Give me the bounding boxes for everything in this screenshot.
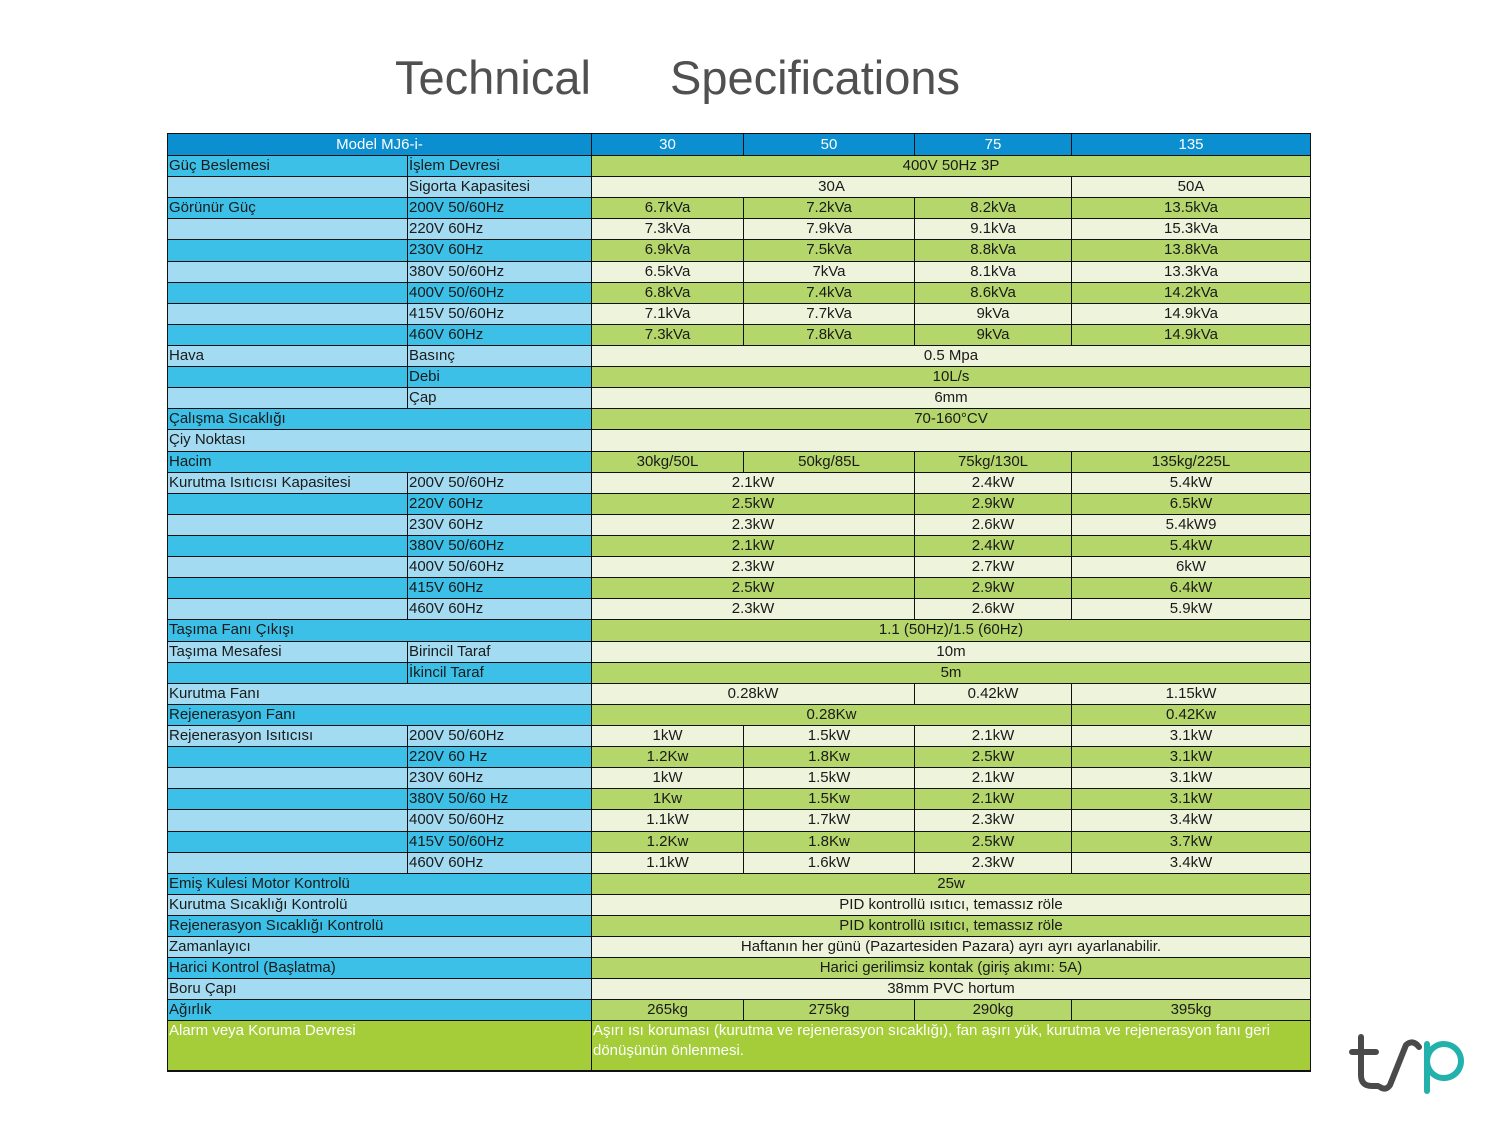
model-30-header: 30	[592, 134, 743, 155]
spec-value: 38mm PVC hortum	[592, 979, 1310, 999]
row-sublabel: 415V 60Hz	[408, 578, 591, 598]
spec-value: 1.8Kw	[744, 832, 914, 852]
row-label	[168, 304, 407, 324]
spec-value: 3.4kW	[1072, 853, 1310, 873]
row-sublabel: 200V 50/60Hz	[408, 198, 591, 218]
spec-value: 7.3kVa	[592, 325, 743, 345]
spec-value: 3.1kW	[1072, 789, 1310, 809]
spec-value: 9.1kVa	[915, 219, 1071, 239]
row-label	[168, 219, 407, 239]
row-label: Rejenerasyon Isıtıcısı	[168, 726, 407, 746]
alarm-row-label: Alarm veya Koruma Devresi	[168, 1021, 591, 1070]
spec-value: 2.5kW	[915, 832, 1071, 852]
spec-value: 50A	[1072, 177, 1310, 197]
row-label	[168, 663, 407, 683]
spec-value: 2.1kW	[915, 726, 1071, 746]
spec-value: 2.7kW	[915, 557, 1071, 577]
spec-table	[167, 133, 1311, 1072]
row-label: Rejenerasyon Sıcaklığı Kontrolü	[168, 916, 591, 936]
spec-value: 135kg/225L	[1072, 452, 1310, 472]
row-label: Rejenerasyon Fanı	[168, 705, 591, 725]
spec-value: 1.8Kw	[744, 747, 914, 767]
row-sublabel: 460V 60Hz	[408, 325, 591, 345]
spec-value: 2.3kW	[592, 599, 914, 619]
spec-value: 1.7kW	[744, 810, 914, 830]
row-sublabel: Basınç	[408, 346, 591, 366]
spec-value: 3.1kW	[1072, 768, 1310, 788]
spec-value: 1.5kW	[744, 726, 914, 746]
spec-value: 5.4kW	[1072, 536, 1310, 556]
row-sublabel: 415V 50/60Hz	[408, 304, 591, 324]
spec-value: 14.9kVa	[1072, 304, 1310, 324]
model-header: Model MJ6-i-	[168, 134, 591, 155]
spec-value: 2.1kW	[592, 536, 914, 556]
spec-value: 70-160°CV	[592, 409, 1310, 429]
row-label	[168, 515, 407, 535]
row-sublabel: 220V 60Hz	[408, 494, 591, 514]
spec-value: 9kVa	[915, 304, 1071, 324]
row-label: Taşıma Fanı Çıkışı	[168, 620, 591, 640]
spec-value: 1.2Kw	[592, 832, 743, 852]
spec-value: 0.28kW	[592, 684, 914, 704]
spec-value: 5.9kW	[1072, 599, 1310, 619]
spec-value: 2.3kW	[592, 557, 914, 577]
spec-value: 75kg/130L	[915, 452, 1071, 472]
spec-value: 5m	[592, 663, 1310, 683]
spec-value: 2.5kW	[592, 578, 914, 598]
spec-value: 8.6kVa	[915, 283, 1071, 303]
model-75-header: 75	[915, 134, 1071, 155]
row-label	[168, 536, 407, 556]
row-label: Kurutma Fanı	[168, 684, 591, 704]
spec-value: 2.4kW	[915, 473, 1071, 493]
title-word-technical: Technical	[395, 51, 591, 104]
spec-value: 0.42Kw	[1072, 705, 1310, 725]
spec-value: 3.1kW	[1072, 726, 1310, 746]
spec-value: 15.3kVa	[1072, 219, 1310, 239]
row-label: Ağırlık	[168, 1000, 591, 1020]
spec-value: 7.5kVa	[744, 240, 914, 260]
row-sublabel: 415V 50/60Hz	[408, 832, 591, 852]
spec-value: 8.8kVa	[915, 240, 1071, 260]
spec-value: 6.9kVa	[592, 240, 743, 260]
row-label	[168, 747, 407, 767]
row-label: Harici Kontrol (Başlatma)	[168, 958, 591, 978]
row-label: Boru Çapı	[168, 979, 591, 999]
row-sublabel: 400V 50/60Hz	[408, 810, 591, 830]
spec-value: 2.1kW	[915, 768, 1071, 788]
spec-value: 14.2kVa	[1072, 283, 1310, 303]
spec-value: 1.1 (50Hz)/1.5 (60Hz)	[592, 620, 1310, 640]
spec-value: 1kW	[592, 768, 743, 788]
spec-value: 1.6kW	[744, 853, 914, 873]
spec-value: 6.4kW	[1072, 578, 1310, 598]
spec-value: 265kg	[592, 1000, 743, 1020]
row-label: Hava	[168, 346, 407, 366]
spec-value: 2.6kW	[915, 515, 1071, 535]
row-sublabel: 230V 60Hz	[408, 240, 591, 260]
spec-value: 5.4kW	[1072, 473, 1310, 493]
row-sublabel: 460V 60Hz	[408, 599, 591, 619]
spec-value: Haftanın her günü (Pazartesiden Pazara) ayrı ayrı ayarlanabilir.	[592, 937, 1310, 957]
row-label	[168, 177, 407, 197]
spec-value: 7.1kVa	[592, 304, 743, 324]
spec-value: 290kg	[915, 1000, 1071, 1020]
spec-value: 7kVa	[744, 262, 914, 282]
spec-value: 13.8kVa	[1072, 240, 1310, 260]
row-label: Görünür Güç	[168, 198, 407, 218]
row-sublabel: 380V 50/60Hz	[408, 536, 591, 556]
row-sublabel: İşlem Devresi	[408, 156, 591, 176]
spec-value: 1.5kW	[744, 768, 914, 788]
spec-value: 8.1kVa	[915, 262, 1071, 282]
row-label: Emiş Kulesi Motor Kontrolü	[168, 874, 591, 894]
spec-value: 14.9kVa	[1072, 325, 1310, 345]
row-label	[168, 853, 407, 873]
spec-value: 7.9kVa	[744, 219, 914, 239]
spec-value: 6.5kW	[1072, 494, 1310, 514]
logo-letter-s	[1380, 1042, 1419, 1088]
row-sublabel: Çap	[408, 388, 591, 408]
row-sublabel: 460V 60Hz	[408, 853, 591, 873]
spec-value: 275kg	[744, 1000, 914, 1020]
row-label	[168, 367, 407, 387]
row-sublabel: 200V 50/60Hz	[408, 726, 591, 746]
spec-value: 2.3kW	[915, 853, 1071, 873]
row-sublabel: Debi	[408, 367, 591, 387]
spec-value: 8.2kVa	[915, 198, 1071, 218]
spec-value: 395kg	[1072, 1000, 1310, 1020]
spec-value: 30kg/50L	[592, 452, 743, 472]
spec-value: 7.2kVa	[744, 198, 914, 218]
spec-value: 1.1kW	[592, 810, 743, 830]
spec-value: 2.4kW	[915, 536, 1071, 556]
row-label: Hacim	[168, 452, 591, 472]
spec-value: 7.3kVa	[592, 219, 743, 239]
spec-value: 3.1kW	[1072, 747, 1310, 767]
row-sublabel: İkincil Taraf	[408, 663, 591, 683]
spec-value: 7.8kVa	[744, 325, 914, 345]
spec-value: 1.2Kw	[592, 747, 743, 767]
row-label	[168, 262, 407, 282]
spec-value: 2.9kW	[915, 494, 1071, 514]
row-sublabel: Birincil Taraf	[408, 642, 591, 662]
spec-value: 13.3kVa	[1072, 262, 1310, 282]
spec-value: 1kW	[592, 726, 743, 746]
row-sublabel: 220V 60Hz	[408, 219, 591, 239]
row-label	[168, 388, 407, 408]
spec-value: 13.5kVa	[1072, 198, 1310, 218]
row-sublabel: 400V 50/60Hz	[408, 283, 591, 303]
alarm-row-value: Aşırı ısı koruması (kurutma ve rejenerasyon sıcaklığı), fan aşırı yük, kurutma ve rejenerasyon fanı geri dönüşünün önlenmesi.	[592, 1021, 1310, 1070]
row-label	[168, 578, 407, 598]
spec-value: 2.9kW	[915, 578, 1071, 598]
spec-value: 2.6kW	[915, 599, 1071, 619]
logo-letter-p	[1427, 1044, 1461, 1091]
row-sublabel: 230V 60Hz	[408, 768, 591, 788]
spec-value: 5.4kW9	[1072, 515, 1310, 535]
model-135-header: 135	[1072, 134, 1310, 155]
spec-value: 1.15kW	[1072, 684, 1310, 704]
spec-value: 0.42kW	[915, 684, 1071, 704]
spec-value: 0.5 Mpa	[592, 346, 1310, 366]
row-label: Güç Beslemesi	[168, 156, 407, 176]
row-label: Taşıma Mesafesi	[168, 642, 407, 662]
spec-value: 6kW	[1072, 557, 1310, 577]
row-sublabel: 230V 60Hz	[408, 515, 591, 535]
spec-value: 6.8kVa	[592, 283, 743, 303]
row-label	[168, 768, 407, 788]
spec-value: 6.5kVa	[592, 262, 743, 282]
row-label: Kurutma Isıtıcısı Kapasitesi	[168, 473, 407, 493]
spec-value: 2.3kW	[915, 810, 1071, 830]
row-sublabel: 380V 50/60 Hz	[408, 789, 591, 809]
spec-value: 2.3kW	[592, 515, 914, 535]
spec-value: 50kg/85L	[744, 452, 914, 472]
row-sublabel: 200V 50/60Hz	[408, 473, 591, 493]
row-label	[168, 494, 407, 514]
spec-value: 1.1kW	[592, 853, 743, 873]
row-label	[168, 789, 407, 809]
spec-value: 10m	[592, 642, 1310, 662]
spec-value: 1Kw	[592, 789, 743, 809]
row-sublabel: Sigorta Kapasitesi	[408, 177, 591, 197]
tsp-logo	[1340, 1025, 1470, 1100]
title-word-specifications: Specifications	[670, 51, 960, 104]
spec-value: 6.7kVa	[592, 198, 743, 218]
spec-value: 3.7kW	[1072, 832, 1310, 852]
spec-value: PID kontrollü ısıtıcı, temassız röle	[592, 895, 1310, 915]
spec-value: 30A	[592, 177, 1071, 197]
spec-value: Harici gerilimsiz kontak (giriş akımı: 5A)	[592, 958, 1310, 978]
row-label	[168, 240, 407, 260]
logo-letter-t	[1352, 1037, 1378, 1086]
spec-value: 1.5Kw	[744, 789, 914, 809]
row-label: Çalışma Sıcaklığı	[168, 409, 591, 429]
spec-value: 25w	[592, 874, 1310, 894]
spec-value: 10L/s	[592, 367, 1310, 387]
spec-value: PID kontrollü ısıtıcı, temassız röle	[592, 916, 1310, 936]
spec-value	[592, 430, 1310, 450]
row-sublabel: 380V 50/60Hz	[408, 262, 591, 282]
spec-value: 0.28Kw	[592, 705, 1071, 725]
row-label	[168, 810, 407, 830]
row-sublabel: 220V 60 Hz	[408, 747, 591, 767]
spec-value: 7.4kVa	[744, 283, 914, 303]
row-label	[168, 557, 407, 577]
row-label	[168, 599, 407, 619]
row-label: Zamanlayıcı	[168, 937, 591, 957]
spec-value: 2.5kW	[592, 494, 914, 514]
row-label: Çiy Noktası	[168, 430, 591, 450]
row-label: Kurutma Sıcaklığı Kontrolü	[168, 895, 591, 915]
row-label	[168, 325, 407, 345]
spec-value: 2.5kW	[915, 747, 1071, 767]
spec-value: 2.1kW	[915, 789, 1071, 809]
page-title	[0, 0, 1500, 110]
spec-value: 3.4kW	[1072, 810, 1310, 830]
spec-value: 9kVa	[915, 325, 1071, 345]
spec-value: 2.1kW	[592, 473, 914, 493]
model-50-header: 50	[744, 134, 914, 155]
spec-value: 6mm	[592, 388, 1310, 408]
row-label	[168, 283, 407, 303]
row-label	[168, 832, 407, 852]
spec-value: 7.7kVa	[744, 304, 914, 324]
spec-value: 400V 50Hz 3P	[592, 156, 1310, 176]
row-sublabel: 400V 50/60Hz	[408, 557, 591, 577]
